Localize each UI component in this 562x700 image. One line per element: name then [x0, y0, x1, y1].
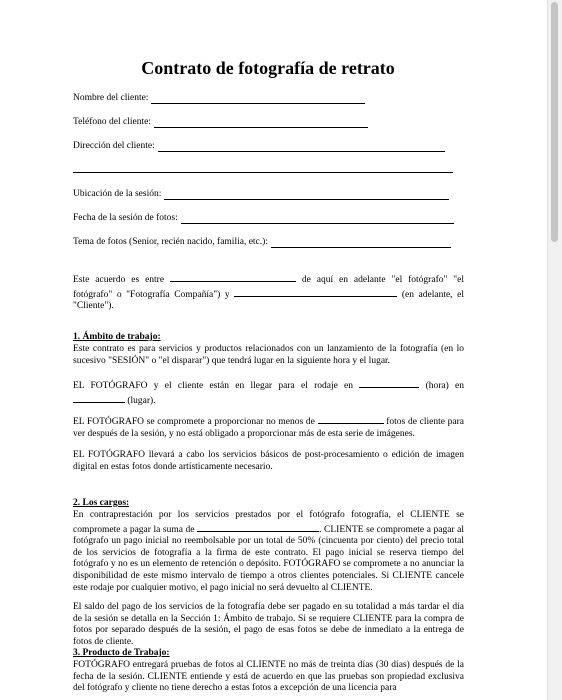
- client-name-label: Nombre del cliente:: [73, 93, 149, 103]
- section-1-paragraph-3: [73, 414, 464, 440]
- arrival-place-line[interactable]: [73, 393, 125, 403]
- session-location-field: [73, 188, 449, 200]
- arrival-time-text: (hora) en: [425, 381, 464, 391]
- section-1-paragraph-4: EL FOTÓGRAFO llevará a cabo los servicios básicos de post-procesamiento o edición de imagen digital en estas fotos donde artísticamente necesario.: [73, 450, 464, 472]
- section-1-paragraph-2: [73, 378, 464, 407]
- client-name-field: [73, 92, 365, 104]
- photographer-name-line[interactable]: [170, 272, 296, 282]
- photo-theme-field: [73, 236, 451, 248]
- section-2-heading: 2. Los cargos:: [73, 498, 130, 508]
- phone-line[interactable]: [154, 118, 368, 128]
- document-title: Contrato de fotografía de retrato: [141, 58, 395, 78]
- agreement-paragraph: [73, 272, 464, 313]
- section-3-paragraph-1: FOTÓGRAFO entregará pruebas de fotos al CLIENTE no más de treinta días (30 días) después de la fecha de la sesión. CLIENTE entiende y está de acuerdo en que las pruebas son propiedad exclusiva del fotógrafo y cliente no tiene derecho a estas fotos a excepción de una licencia para: [73, 660, 464, 694]
- session-date-line[interactable]: [181, 214, 454, 224]
- photo-theme-label: Tema de fotos (Senior, recién nacido, familia, etc.):: [73, 237, 268, 247]
- arrival-text: EL FOTÓGRAFO y el cliente están en llegar para el rodaje en: [73, 381, 354, 391]
- agreement-text-1: Este acuerdo es entre: [73, 275, 165, 285]
- amount-line[interactable]: [197, 522, 319, 532]
- phone-label: Teléfono del cliente:: [73, 117, 151, 127]
- vertical-scrollbar[interactable]: [547, 0, 562, 700]
- address-line-2[interactable]: [73, 172, 453, 173]
- section-1-heading: 1. Ámbito de trabajo:: [73, 332, 161, 342]
- agreement-text-2: de aquí en adelante "el fotógrafo" "el fotógrafo" o "Fotografía Compañía") y: [73, 275, 465, 300]
- photo-count-text: EL FOTÓGRAFO se compromete a proporcionar no menos de: [73, 417, 315, 427]
- section-3-heading: 3. Producto de Trabajo:: [73, 648, 170, 658]
- photo-count-line[interactable]: [318, 414, 384, 424]
- section-2-paragraph-1: [73, 510, 464, 594]
- charges-text-1: En contraprestación por los servicios prestados por el fotógrafo fotografía, el CLIENTE se compromete a pagar la suma de: [73, 510, 464, 535]
- address-line[interactable]: [158, 142, 445, 152]
- session-date-label: Fecha de la sesión de fotos:: [73, 213, 178, 223]
- photo-theme-line[interactable]: [271, 238, 451, 248]
- client-name-line-2[interactable]: [234, 287, 397, 297]
- address-label: Dirección del cliente:: [73, 141, 155, 151]
- address-field: [73, 140, 445, 152]
- session-date-field: [73, 212, 454, 224]
- arrival-time-line[interactable]: [359, 378, 419, 388]
- session-location-label: Ubicación de la sesión:: [73, 189, 162, 199]
- scrollbar-thumb[interactable]: [551, 2, 558, 242]
- arrival-place-text: (lugar).: [127, 395, 156, 406]
- section-2-paragraph-2: El saldo del pago de los servicios de la fotografía debe ser pagado en su totalidad a más tardar el día de la sesión se detalla en la Sección 1: Ámbito de trabajo. Si se requiere CLIENTE para la compra de fotos por separado después de la sesión, el pago de esas fotos se debe de inmediato a la entrega de fotos de cliente.: [73, 602, 464, 647]
- client-name-line[interactable]: [151, 94, 365, 104]
- photo-count-text-2: fotos de cliente para ver después de la sesión, y no está obligado a proporcionar más de esta serie de imágenes.: [73, 417, 464, 439]
- section-1-paragraph-1: Este contrato es para servicios y productos relacionados con un lanzamiento de la fotografía (en lo sucesivo "SESIÓN" o "el disparar") que tendrá lugar en la siguiente hora y el lugar.: [73, 344, 464, 366]
- charges-text-2: . CLIENTE se compromete a pagar al fotógrafo un pago inicial no reembolsable por un total de 50% (cincuenta por ciento) del precio total de los servicios de fotografía a la firma de este contrato. El pago inicial se reserva tiempo del fotógrafo y no es un elemento de retención o depósito. FOTÓGRAFO se compromete a no anunciar la disponibilidad de este mismo intervalo de tiempo a otros clientes potenciales. Si CLIENTE cancele este rodaje por cualquier motivo, el pago inicial no será devuelto al CLIENTE.: [73, 524, 465, 593]
- phone-field: [73, 116, 368, 128]
- agreement-text-3: (en adelante, el "Cliente").: [73, 289, 464, 312]
- session-location-line[interactable]: [164, 190, 449, 200]
